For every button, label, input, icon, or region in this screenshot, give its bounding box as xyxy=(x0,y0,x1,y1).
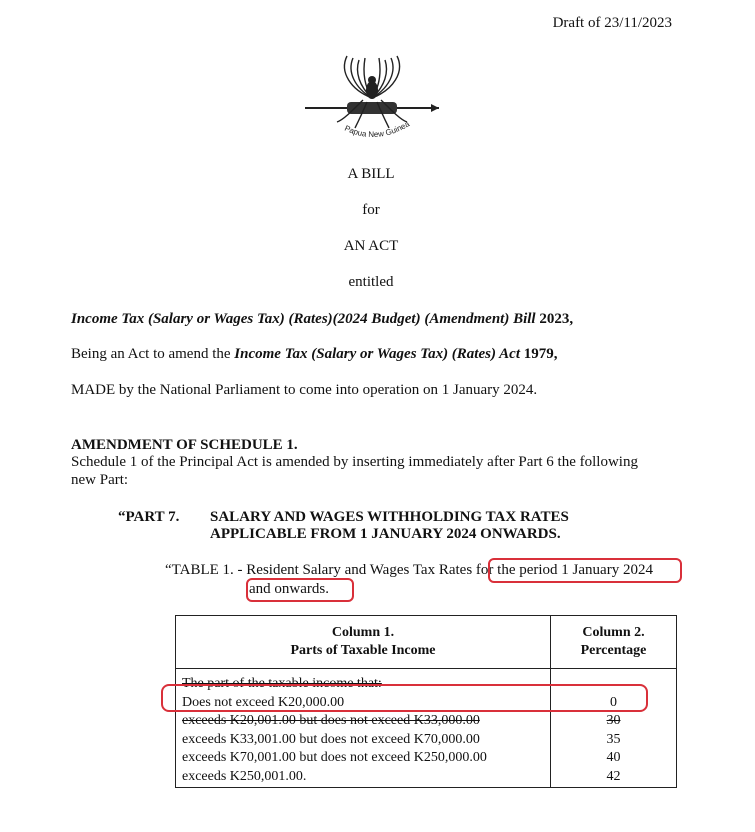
bill-label: A BILL xyxy=(347,166,395,182)
principal-act-name: Income Tax (Salary or Wages Tax) (Rates) Act xyxy=(234,346,520,362)
column1-subtitle: Parts of Taxable Income xyxy=(290,643,436,658)
table-row: exceeds K250,001.00. xyxy=(182,768,307,784)
annotation-box-onwards xyxy=(246,578,354,602)
table-row: Does not exceed K20,000.00 xyxy=(182,694,345,710)
table-row: exceeds K20,001.00 but does not exceed K33,000.00 xyxy=(182,713,480,728)
table-caption-prefix: “TABLE 1. - Resident Salary and Wages Tax Rates xyxy=(165,562,476,578)
bill-title-year: 2023, xyxy=(535,311,574,327)
annotation-box-first-bracket xyxy=(161,684,648,712)
column1-header xyxy=(176,616,551,669)
amendment-text-line1: Schedule 1 of the Principal Act is amended by inserting immediately after Part 6 the following xyxy=(71,454,638,470)
bill-title xyxy=(71,311,573,328)
table-caption-highlight-a: for the period 1 January 2024 xyxy=(475,562,653,578)
column2-subtitle: Percentage xyxy=(580,643,647,658)
being-statement xyxy=(71,346,558,363)
column1-title: Column 1. xyxy=(331,625,395,640)
part-number: “PART 7. xyxy=(118,509,180,525)
entitled-label: entitled xyxy=(348,274,394,290)
amendment-heading: AMENDMENT OF SCHEDULE 1. xyxy=(71,437,298,453)
table-header-row xyxy=(176,616,677,669)
bill-title-italic: Income Tax (Salary or Wages Tax) (Rates)(2024 Budget) (Amendment) Bill xyxy=(71,311,536,327)
table-row: exceeds K33,001.00 but does not exceed K70,000.00 xyxy=(182,731,480,747)
part-title-line2: APPLICABLE FROM 1 JANUARY 2024 ONWARDS. xyxy=(210,526,561,542)
rate-cell: 35 xyxy=(606,731,621,747)
table-caption-highlight-b: and onwards. xyxy=(249,581,329,597)
column2-title: Column 2. xyxy=(582,625,645,640)
for-label: for xyxy=(362,202,380,218)
rate-cell: 0 xyxy=(610,694,617,710)
draft-date: Draft of 23/11/2023 xyxy=(552,15,672,31)
amendment-text-line2: new Part: xyxy=(71,472,129,488)
column2-header xyxy=(551,616,677,669)
act-label: AN ACT xyxy=(343,238,399,254)
png-emblem-icon xyxy=(301,50,443,142)
rate-cell: 42 xyxy=(606,768,621,784)
table-row: exceeds K70,001.00 but does not exceed K250,000.00 xyxy=(182,750,487,765)
principal-act-year: 1979, xyxy=(520,346,558,362)
made-statement: MADE by the National Parliament to come into operation on 1 January 2024. xyxy=(71,382,538,398)
table-intro: The part of the taxable income that: xyxy=(182,676,382,691)
annotation-box-period xyxy=(488,558,682,583)
part-title-line1: SALARY AND WAGES WITHHOLDING TAX RATES xyxy=(210,509,569,525)
part-title xyxy=(210,509,569,543)
svg-text:Papua New Guinea xyxy=(343,119,411,139)
rate-cell: 30 xyxy=(606,713,621,728)
rate-cell: 40 xyxy=(606,750,621,765)
being-prefix: Being an Act to amend the xyxy=(71,346,235,362)
emblem-caption: Papua New Guinea xyxy=(343,119,412,140)
